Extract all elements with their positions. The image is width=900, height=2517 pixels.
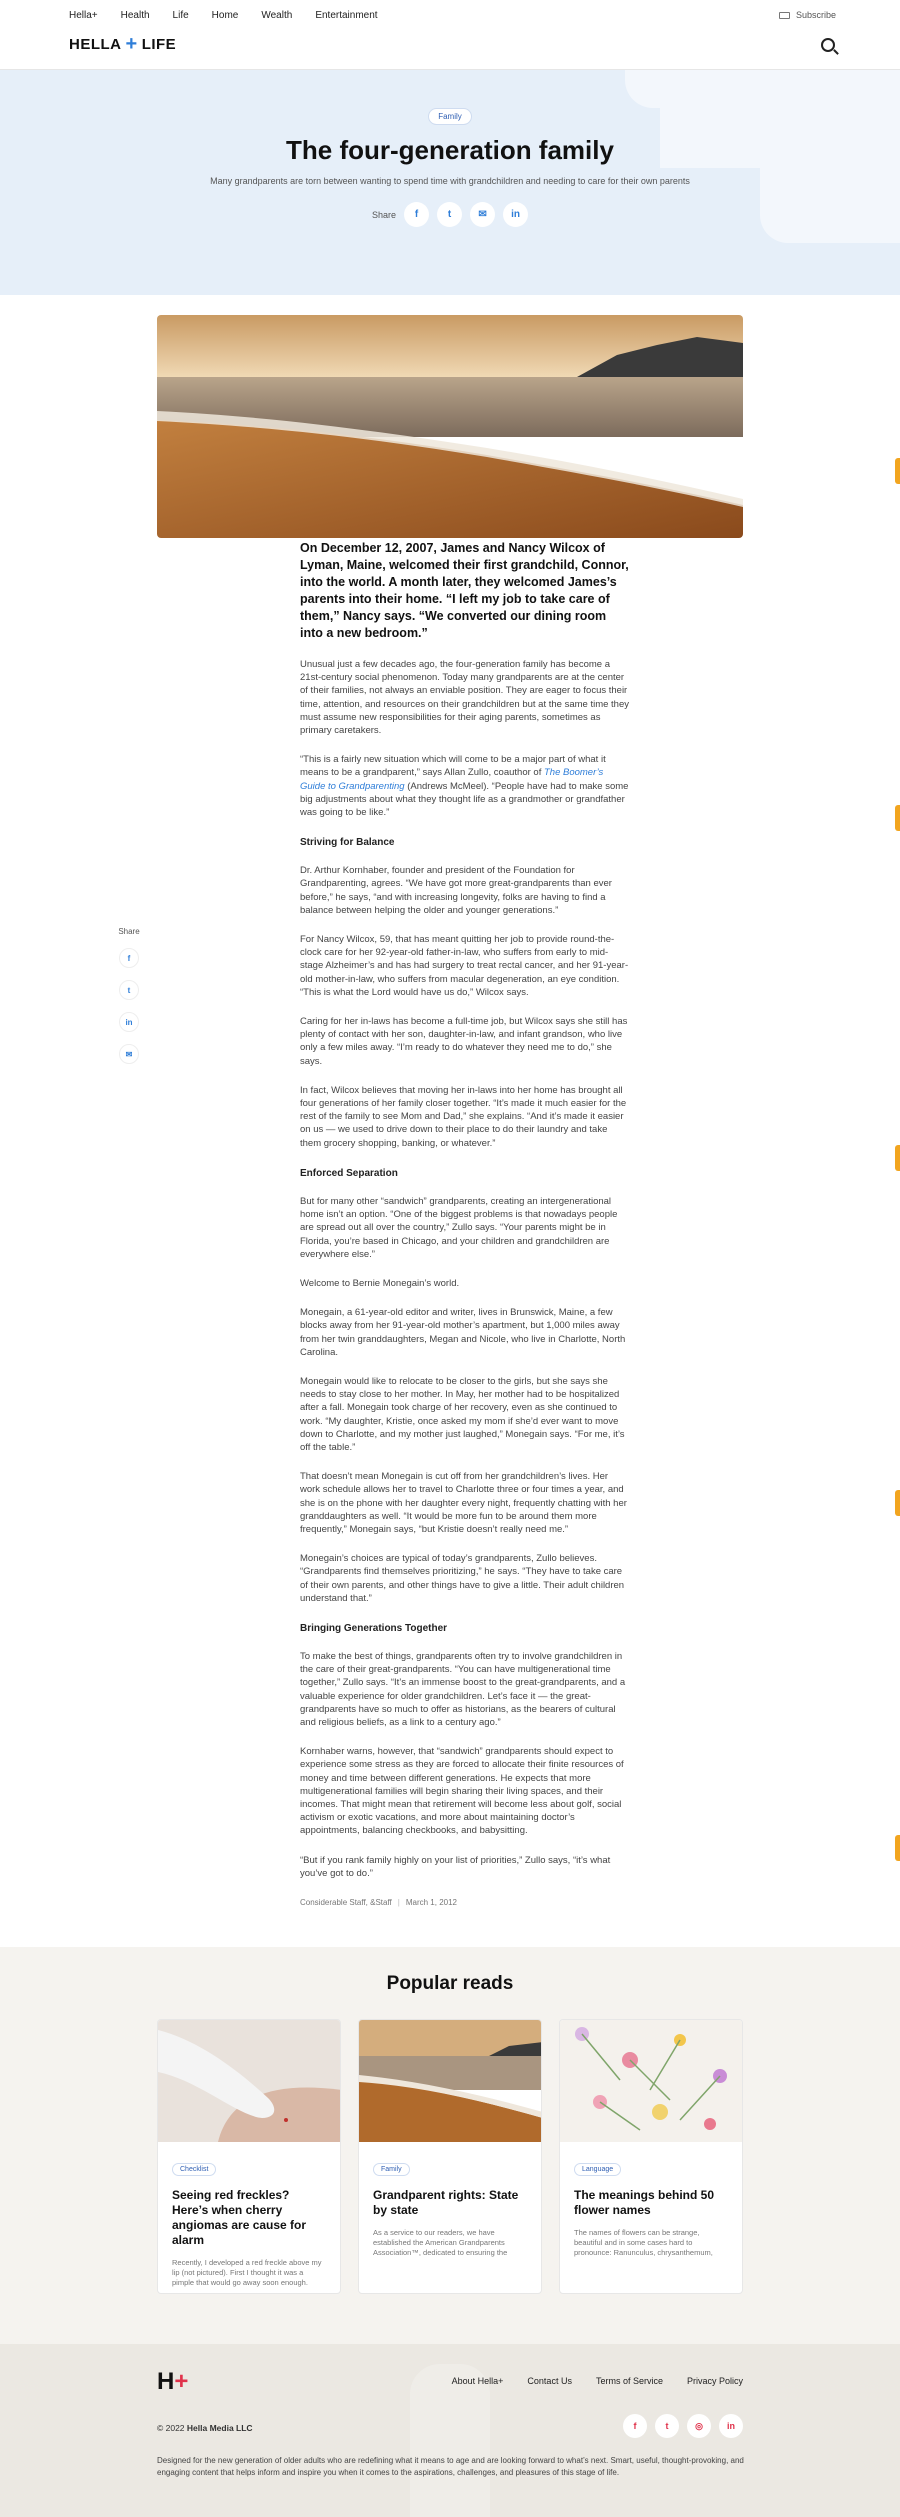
byline: Considerable Staff, &Staff | March 1, 2012: [300, 1898, 457, 1908]
card-badge: Checklist: [172, 2163, 216, 2176]
article-paragraph: Monegain, a 61-year-old editor and writer, lives in Brunswick, Maine, a few blocks away from her 91-year-old mother’s apartment, but 1,000 miles away from her twin granddaughters, Megan and Nicole, who live in Charlotte, North Carolina.: [300, 1307, 626, 1358]
email-icon[interactable]: ✉: [470, 202, 495, 227]
card-title: The meanings behind 50 flower names: [574, 2188, 715, 2218]
search-icon[interactable]: [821, 38, 835, 52]
section-heading: Striving for Balance: [300, 837, 395, 849]
article-paragraph: In fact, Wilcox believes that moving her in-laws into her home has brought all four generations of her family closer together. “It’s made it much easier for the rest of the family to see Mom and Dad,” she explains. “And it’s made it easier on us — we used to drive down to their place to do their laundry and take them grocery shopping, banking, or whatever.”: [300, 1084, 627, 1149]
article-paragraph: Welcome to Bernie Monegain’s world.: [300, 1277, 460, 1289]
article-paragraph: For Nancy Wilcox, 59, that has meant quitting her job to provide round-the-clock care for her 92-year-old father-in-law, who suffers from early to mid-stage Alzheimer’s and has had surgery to treat rectal cancer, and her 91-year-old mother-in-law, who suffers from macular degeneration, an eye condition. “This is what the Lord would have us do,” Wilcox says.: [300, 934, 629, 998]
nav-wealth[interactable]: Wealth: [261, 10, 293, 21]
side-share-label: Share: [118, 927, 140, 936]
article-paragraph: To make the best of things, grandparents often try to involve grandchildren in the care of their great-grandparents. “You can have multigenerational time together,” Zullo says. “It’s an immense boost to the great-grandparents, and a valuable experience for older grandchildren. Let’s face it — the great-grandparents have so much to offer as historians, as the bearers of cultural and religious beliefs, as a link to a century ago.”: [300, 1650, 626, 1728]
edge-tab[interactable]: [895, 1490, 900, 1516]
logo-text-right: LIFE: [141, 36, 177, 53]
article-container: [0, 295, 900, 1907]
side-share-bar: [118, 927, 140, 1064]
article-paragraph: Monegain’s choices are typical of today’s grandparents, Zullo believes. “Grandparents find themselves prioritizing,” he says. “They have to take care of their own parents, and other things have to give a little. Their adult children understand that.”: [300, 1553, 625, 1604]
card-excerpt: The names of flowers can be strange, beautiful and in some cases hard to pronounce: Ranunculus, chrysanthemum,: [574, 2228, 713, 2258]
page-title: The four-generation family: [286, 135, 614, 165]
twitter-icon[interactable]: t: [119, 980, 139, 1000]
logo-text-left: HELLA: [69, 36, 122, 53]
popular-heading: Popular reads: [386, 1973, 514, 1995]
edge-tab[interactable]: [895, 1835, 900, 1861]
site-header: [0, 0, 900, 70]
footer-link-privacy[interactable]: Privacy Policy: [686, 2376, 743, 2387]
card-title: Seeing red freckles? Here’s when cherry angiomas are cause for alarm: [172, 2188, 307, 2248]
nav-life[interactable]: Life: [172, 10, 189, 21]
article-paragraph: Monegain would like to relocate to be closer to the girls, but she says she needs to stay close to her mother. In May, her mother had to be hospitalized after a fall. Monegain took charge of her recovery, even as she continued to work. “My daughter, Kristie, once asked my mom if she’d ever want to move down to Charlotte, and my mother just laughed,” Monegain says. “For me, it’s off the table.”: [300, 1375, 625, 1453]
linkedin-icon[interactable]: in: [719, 2414, 743, 2438]
facebook-icon[interactable]: f: [404, 202, 429, 227]
footer-decoration: [410, 2364, 490, 2517]
article-paragraph: Dr. Arthur Kornhaber, founder and president of the Foundation for Grandparenting, agrees. “We have got more great-grandparents than ever before,” he says, “and with increasing longevity, folks are having to find a balance between helping the older and younger generations.”: [300, 865, 612, 916]
twitter-icon[interactable]: t: [437, 202, 462, 227]
article-paragraph: “This is a fairly new situation which will come to be a major part of what it means to be a grandparent,” says Allan Zullo, coauthor of The Boomer’s Guide to Grandparenting (Andrews McMeel). “People have had to make some big adjustments about what they thought life as a grandmother or grandfather was going to be like.”: [300, 754, 629, 819]
article-paragraph: Caring for her in-laws has become a full-time job, but Wilcox says she still has plenty of contact with her son, daughter-in-law, and infant grandson, who live only a few miles away. “I’m ready to do whatever they need me to do,” she says.: [300, 1016, 628, 1067]
subscribe-link[interactable]: [779, 10, 836, 20]
card-image: [359, 2020, 541, 2142]
mail-icon: [779, 12, 790, 19]
card-excerpt: As a service to our readers, we have established the American Grandparents Association™, dedicated to ensuring the: [373, 2228, 508, 2258]
section-heading: Bringing Generations Together: [300, 1622, 448, 1634]
top-nav: [69, 10, 401, 21]
instagram-icon[interactable]: ◎: [687, 2414, 711, 2438]
category-badge[interactable]: Family: [428, 108, 472, 125]
article-card[interactable]: [559, 2019, 743, 2294]
nav-home[interactable]: Home: [211, 10, 239, 21]
popular-reads: [0, 1947, 900, 2344]
card-title: Grandparent rights: State by state: [373, 2188, 519, 2218]
page-subtitle: Many grandparents are torn between wanting to spend time with grandchildren and needing to care for their own parents: [210, 176, 690, 186]
footer-description: Designed for the new generation of older adults who are redefining what it means to age and are looking forward to what’s next. Smart, useful, thought-provoking, and engaging content that helps inform and inspire you when it comes to the aspirations, challenges, and pleasures of this stage of life.: [157, 2456, 744, 2477]
article-paragraph: Kornhaber warns, however, that “sandwich” grandparents should expect to experience some stress as they are forced to allocate their finite resources of money and time between different generations. He expects that more multigenerational families will begin sharing their living spaces, and their incomes. That might mean that retirement will become less about golf, social activism or exotic vacations, and more about maintaining doctor’s appointments, balancing checkbooks, and babysitting.: [300, 1746, 624, 1837]
publish-date: March 1, 2012: [405, 1898, 457, 1908]
nav-entertainment[interactable]: Entertainment: [315, 10, 378, 21]
copyright: © 2022 Hella Media LLC: [157, 2423, 253, 2434]
card-badge: Language: [574, 2163, 621, 2176]
article-paragraph: But for many other “sandwich” grandparents, creating an intergenerational home isn’t an option. “One of the biggest problems is that nowadays people are spread out all over the country,” Zullo says. “Your parents might be in Florida, you’re based in Chicago, and your children and grandchildren are everywhere else.”: [300, 1195, 618, 1260]
article-paragraph: That doesn’t mean Monegain is cut off from her grandchildren’s lives. Her work schedule allows her to travel to Charlotte three or four times a year, and she is on the phone with her daughter every night, frequently chatting with her granddaughters as well. “It would be more fun to be around them more frequently,” Monegain says, “but Kristie doesn’t really need me.”: [300, 1471, 627, 1535]
logo-plus-icon: +: [125, 33, 138, 55]
book-link[interactable]: The Boomer’s Guide to Grandparenting: [300, 767, 604, 792]
site-footer: [0, 2344, 900, 2517]
email-icon[interactable]: ✉: [119, 1044, 139, 1064]
subscribe-label: Subscribe: [795, 10, 836, 20]
linkedin-icon[interactable]: in: [503, 202, 528, 227]
share-bar: [0, 202, 900, 227]
facebook-icon[interactable]: f: [623, 2414, 647, 2438]
article-card[interactable]: [358, 2019, 542, 2294]
footer-nav: [452, 2376, 743, 2386]
footer-link-about[interactable]: About Hella+: [451, 2376, 504, 2387]
footer-link-contact[interactable]: Contact Us: [527, 2376, 572, 2387]
site-logo[interactable]: [69, 33, 177, 55]
nav-health[interactable]: Health: [120, 10, 150, 21]
footer-social: [623, 2414, 743, 2438]
edge-tab[interactable]: [895, 805, 900, 831]
card-excerpt: Recently, I developed a red freckle above my lip (not pictured). First I thought it was a pimple that would go away soon enough.: [172, 2258, 322, 2288]
article-paragraph: Unusual just a few decades ago, the four-generation family has become a 21st-century social phenomenon. Today many grandparents are at the center of their families, not always an enviable position. They are eager to focus their time, attention, and resources on their grandchildren but at the same time they must assume new responsibilities for their aging parents, sometimes as primary caretakers.: [300, 659, 629, 737]
footer-link-terms[interactable]: Terms of Service: [595, 2376, 663, 2387]
facebook-icon[interactable]: f: [119, 948, 139, 968]
nav-hella-plus[interactable]: Hella+: [69, 10, 98, 21]
edge-tab[interactable]: [895, 1145, 900, 1171]
article-card[interactable]: [157, 2019, 341, 2294]
card-image: [158, 2020, 340, 2142]
author-link[interactable]: Considerable Staff, &Staff: [300, 1898, 392, 1908]
linkedin-icon[interactable]: in: [119, 1012, 139, 1032]
share-label: Share: [371, 209, 397, 220]
footer-logo[interactable]: H+: [157, 2368, 189, 2396]
card-badge: Family: [373, 2163, 410, 2176]
card-image: [560, 2020, 742, 2142]
article-lead: On December 12, 2007, James and Nancy Wilcox of Lyman, Maine, welcomed their first grandchild, Connor, into the world. A month later, they welcomed James’s parents into their home. “I left my job to take care of them,” Nancy says. “We converted our dining room into a new bedroom.”: [300, 541, 629, 640]
article-paragraph: “But if you rank family highly on your list of priorities,” Zullo says, “it’s what you’ve got to do.”: [300, 1854, 611, 1879]
edge-tab[interactable]: [895, 458, 900, 484]
article-hero: [0, 70, 900, 295]
section-heading: Enforced Separation: [300, 1167, 398, 1179]
article-body: [300, 540, 630, 1907]
copyright-brand: Hella Media LLC: [186, 2423, 253, 2434]
twitter-icon[interactable]: t: [655, 2414, 679, 2438]
